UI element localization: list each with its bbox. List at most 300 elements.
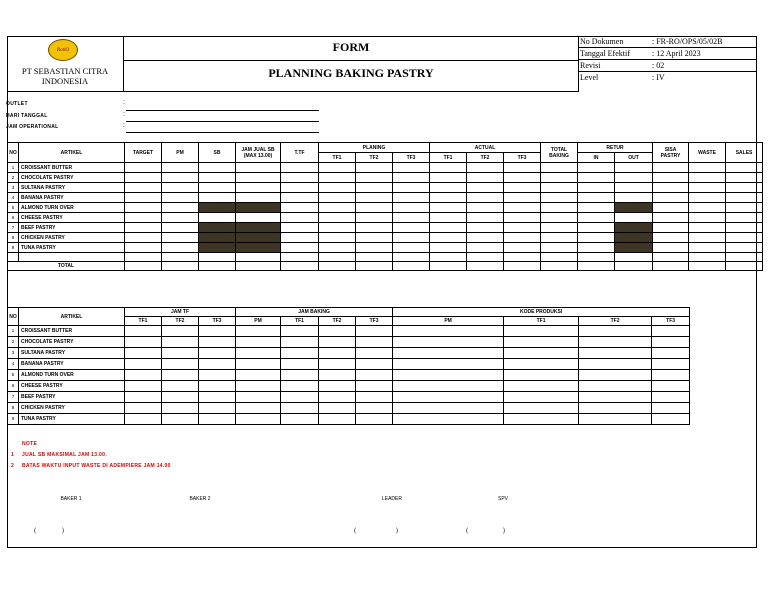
input-cell[interactable] <box>236 370 281 381</box>
input-cell[interactable] <box>319 337 356 348</box>
input-cell[interactable] <box>653 173 689 183</box>
input-cell[interactable] <box>615 173 653 183</box>
input-cell[interactable] <box>236 253 281 262</box>
doc-title: PLANNING BAKING PASTRY <box>268 66 434 80</box>
input-cell[interactable] <box>356 253 393 262</box>
input-cell[interactable] <box>356 337 393 348</box>
input-cell[interactable] <box>236 414 281 425</box>
input-cell[interactable] <box>393 253 430 262</box>
input-cell[interactable] <box>319 203 356 213</box>
input-cell[interactable] <box>652 337 690 348</box>
input-cell[interactable] <box>199 359 236 370</box>
input-cell[interactable] <box>393 173 430 183</box>
input-cell[interactable] <box>162 233 199 243</box>
input-cell[interactable] <box>236 381 281 392</box>
input-cell[interactable] <box>467 203 504 213</box>
input-cell[interactable] <box>653 213 689 223</box>
input-cell[interactable] <box>393 243 430 253</box>
input-cell[interactable] <box>236 163 281 173</box>
input-cell[interactable] <box>162 243 199 253</box>
input-cell[interactable] <box>356 173 393 183</box>
input-cell[interactable] <box>541 253 578 262</box>
input-cell[interactable] <box>578 213 615 223</box>
input-cell[interactable] <box>199 173 236 183</box>
input-cell[interactable] <box>579 414 652 425</box>
input-cell[interactable] <box>199 392 236 403</box>
input-cell[interactable] <box>319 253 356 262</box>
input-cell[interactable] <box>504 326 579 337</box>
input-cell[interactable] <box>319 233 356 243</box>
input-cell[interactable] <box>199 253 236 262</box>
input-cell[interactable] <box>430 253 467 262</box>
input-cell[interactable] <box>726 183 763 193</box>
input-cell[interactable] <box>356 381 393 392</box>
input-cell[interactable] <box>162 381 199 392</box>
input-cell[interactable] <box>504 173 541 183</box>
row-artikel: SULTANA PASTRY <box>19 348 125 359</box>
input-cell[interactable] <box>541 163 578 173</box>
input-cell[interactable] <box>319 414 356 425</box>
input-cell[interactable] <box>199 348 236 359</box>
input-cell[interactable] <box>689 163 726 173</box>
input-cell[interactable] <box>319 193 356 203</box>
input-cell[interactable] <box>281 348 319 359</box>
input-cell[interactable] <box>199 233 236 243</box>
input-cell[interactable] <box>125 213 162 223</box>
input-cell[interactable] <box>653 193 689 203</box>
input-cell[interactable] <box>162 359 199 370</box>
input-cell[interactable] <box>125 359 162 370</box>
input-cell[interactable] <box>653 163 689 173</box>
input-cell[interactable] <box>467 183 504 193</box>
input-cell[interactable] <box>319 173 356 183</box>
input-cell[interactable] <box>125 233 162 243</box>
input-cell[interactable] <box>578 233 615 243</box>
input-cell[interactable] <box>467 243 504 253</box>
pastry-label: PASTRY <box>660 152 681 159</box>
input-cell[interactable] <box>652 348 690 359</box>
input-cell[interactable] <box>504 213 541 223</box>
jam-operational-field[interactable] <box>126 132 319 133</box>
input-cell[interactable] <box>541 243 578 253</box>
input-cell[interactable] <box>504 262 541 271</box>
input-cell[interactable] <box>125 262 162 271</box>
input-cell[interactable] <box>504 337 579 348</box>
input-cell[interactable] <box>393 348 504 359</box>
input-cell[interactable] <box>319 223 356 233</box>
input-cell[interactable] <box>162 193 199 203</box>
input-cell[interactable] <box>467 173 504 183</box>
input-cell[interactable] <box>541 203 578 213</box>
input-cell[interactable] <box>236 173 281 183</box>
input-cell[interactable] <box>125 163 162 173</box>
input-cell[interactable] <box>726 233 763 243</box>
input-cell[interactable] <box>393 213 430 223</box>
input-cell[interactable] <box>356 163 393 173</box>
input-cell[interactable] <box>652 414 690 425</box>
input-cell[interactable] <box>430 193 467 203</box>
col-jam-jual-sb <box>236 143 281 163</box>
input-cell[interactable] <box>281 262 319 271</box>
input-cell[interactable] <box>199 163 236 173</box>
input-cell[interactable] <box>504 414 579 425</box>
input-cell[interactable] <box>125 253 162 262</box>
input-cell[interactable] <box>504 370 579 381</box>
input-cell[interactable] <box>199 381 236 392</box>
input-cell[interactable] <box>281 243 319 253</box>
input-cell[interactable] <box>281 203 319 213</box>
input-cell[interactable] <box>281 193 319 203</box>
input-cell[interactable] <box>653 233 689 243</box>
input-cell[interactable] <box>199 213 236 223</box>
input-cell[interactable] <box>504 233 541 243</box>
input-cell[interactable] <box>541 223 578 233</box>
input-cell[interactable] <box>356 370 393 381</box>
input-cell[interactable] <box>726 223 763 233</box>
input-cell[interactable] <box>125 337 162 348</box>
input-cell[interactable] <box>393 337 504 348</box>
input-cell[interactable] <box>319 326 356 337</box>
input-cell[interactable] <box>162 183 199 193</box>
input-cell[interactable] <box>578 173 615 183</box>
input-cell[interactable] <box>689 253 726 262</box>
input-cell[interactable] <box>162 337 199 348</box>
input-cell[interactable] <box>689 223 726 233</box>
outlet-field[interactable] <box>126 110 319 111</box>
input-cell[interactable] <box>236 403 281 414</box>
input-cell[interactable] <box>689 203 726 213</box>
input-cell[interactable] <box>393 359 504 370</box>
input-cell[interactable] <box>125 193 162 203</box>
input-cell[interactable] <box>541 173 578 183</box>
input-cell[interactable] <box>467 233 504 243</box>
input-cell[interactable] <box>319 348 356 359</box>
input-cell[interactable] <box>393 403 504 414</box>
input-cell[interactable] <box>125 183 162 193</box>
input-cell[interactable] <box>236 243 281 253</box>
input-cell[interactable] <box>467 163 504 173</box>
input-cell[interactable] <box>281 163 319 173</box>
input-cell[interactable] <box>467 253 504 262</box>
input-cell[interactable] <box>467 223 504 233</box>
input-cell[interactable] <box>615 213 653 223</box>
input-cell[interactable] <box>125 243 162 253</box>
input-cell[interactable] <box>356 213 393 223</box>
input-cell[interactable] <box>125 203 162 213</box>
input-cell[interactable] <box>393 370 504 381</box>
input-cell[interactable] <box>236 262 281 271</box>
input-cell[interactable] <box>281 359 319 370</box>
input-cell[interactable] <box>125 326 162 337</box>
input-cell[interactable] <box>726 253 763 262</box>
input-cell[interactable] <box>504 381 579 392</box>
input-cell[interactable] <box>8 253 19 262</box>
input-cell[interactable] <box>652 392 690 403</box>
input-cell[interactable] <box>615 243 653 253</box>
input-cell[interactable] <box>689 233 726 243</box>
input-cell[interactable] <box>615 253 653 262</box>
input-cell[interactable] <box>125 392 162 403</box>
input-cell[interactable] <box>125 348 162 359</box>
input-cell[interactable] <box>393 193 430 203</box>
input-cell[interactable] <box>162 403 199 414</box>
input-cell[interactable] <box>689 183 726 193</box>
input-cell[interactable] <box>430 262 467 271</box>
input-cell[interactable] <box>236 203 281 213</box>
input-cell[interactable] <box>356 392 393 403</box>
input-cell[interactable] <box>319 359 356 370</box>
input-cell[interactable] <box>430 163 467 173</box>
input-cell[interactable] <box>726 193 763 203</box>
input-cell[interactable] <box>504 253 541 262</box>
input-cell[interactable] <box>281 173 319 183</box>
input-cell[interactable] <box>504 223 541 233</box>
input-cell[interactable] <box>689 193 726 203</box>
col-jamtf-tf3: TF3 <box>199 317 236 326</box>
input-cell[interactable] <box>541 183 578 193</box>
input-cell[interactable] <box>199 243 236 253</box>
input-cell[interactable] <box>236 326 281 337</box>
input-cell[interactable] <box>162 262 199 271</box>
input-cell[interactable] <box>199 183 236 193</box>
input-cell[interactable] <box>504 403 579 414</box>
input-cell[interactable] <box>125 173 162 183</box>
input-cell[interactable] <box>504 163 541 173</box>
input-cell[interactable] <box>319 392 356 403</box>
input-cell[interactable] <box>162 163 199 173</box>
input-cell[interactable] <box>615 203 653 213</box>
input-cell[interactable] <box>281 370 319 381</box>
col-jam-tf: JAM TF <box>125 308 236 317</box>
input-cell[interactable] <box>199 223 236 233</box>
input-cell[interactable] <box>393 203 430 213</box>
date-field[interactable] <box>126 121 319 122</box>
input-cell[interactable] <box>19 253 125 262</box>
input-cell[interactable] <box>579 403 652 414</box>
input-cell[interactable] <box>653 183 689 193</box>
input-cell[interactable] <box>125 223 162 233</box>
input-cell[interactable] <box>467 213 504 223</box>
input-cell[interactable] <box>578 183 615 193</box>
input-cell[interactable] <box>393 381 504 392</box>
input-cell[interactable] <box>162 392 199 403</box>
input-cell[interactable] <box>579 326 652 337</box>
input-cell[interactable] <box>430 243 467 253</box>
input-cell[interactable] <box>125 370 162 381</box>
input-cell[interactable] <box>578 262 615 271</box>
input-cell[interactable] <box>467 262 504 271</box>
input-cell[interactable] <box>579 359 652 370</box>
input-cell[interactable] <box>578 253 615 262</box>
input-cell[interactable] <box>393 233 430 243</box>
input-cell[interactable] <box>653 243 689 253</box>
input-cell[interactable] <box>652 359 690 370</box>
input-cell[interactable] <box>393 326 504 337</box>
input-cell[interactable] <box>578 203 615 213</box>
input-cell[interactable] <box>356 203 393 213</box>
input-cell[interactable] <box>281 233 319 243</box>
input-cell[interactable] <box>356 183 393 193</box>
input-cell[interactable] <box>236 348 281 359</box>
input-cell[interactable] <box>615 223 653 233</box>
input-cell[interactable] <box>281 414 319 425</box>
input-cell[interactable] <box>689 173 726 183</box>
input-cell[interactable] <box>319 381 356 392</box>
input-cell[interactable] <box>319 243 356 253</box>
input-cell[interactable] <box>125 403 162 414</box>
input-cell[interactable] <box>579 381 652 392</box>
input-cell[interactable] <box>356 403 393 414</box>
input-cell[interactable] <box>281 337 319 348</box>
input-cell[interactable] <box>726 163 763 173</box>
input-cell[interactable] <box>356 193 393 203</box>
input-cell[interactable] <box>393 262 430 271</box>
input-cell[interactable] <box>689 262 726 271</box>
input-cell[interactable] <box>689 243 726 253</box>
input-cell[interactable] <box>281 403 319 414</box>
input-cell[interactable] <box>579 392 652 403</box>
input-cell[interactable] <box>236 359 281 370</box>
input-cell[interactable] <box>726 203 763 213</box>
input-cell[interactable] <box>281 381 319 392</box>
input-cell[interactable] <box>236 392 281 403</box>
input-cell[interactable] <box>504 193 541 203</box>
input-cell[interactable] <box>356 243 393 253</box>
input-cell[interactable] <box>356 223 393 233</box>
input-cell[interactable] <box>579 348 652 359</box>
input-cell[interactable] <box>615 233 653 243</box>
input-cell[interactable] <box>579 370 652 381</box>
input-cell[interactable] <box>199 193 236 203</box>
input-cell[interactable] <box>652 403 690 414</box>
sisa-label: SISA <box>664 146 677 153</box>
input-cell[interactable] <box>653 223 689 233</box>
input-cell[interactable] <box>541 233 578 243</box>
input-cell[interactable] <box>319 370 356 381</box>
input-cell[interactable] <box>319 183 356 193</box>
input-cell[interactable] <box>356 262 393 271</box>
input-cell[interactable] <box>430 223 467 233</box>
input-cell[interactable] <box>393 414 504 425</box>
input-cell[interactable] <box>393 163 430 173</box>
input-cell[interactable] <box>652 370 690 381</box>
input-cell[interactable] <box>578 243 615 253</box>
table-row <box>8 381 690 392</box>
input-cell[interactable] <box>236 183 281 193</box>
input-cell[interactable] <box>541 262 578 271</box>
input-cell[interactable] <box>162 253 199 262</box>
input-cell[interactable] <box>356 414 393 425</box>
input-cell[interactable] <box>652 326 690 337</box>
input-cell[interactable] <box>281 223 319 233</box>
input-cell[interactable] <box>199 203 236 213</box>
input-cell[interactable] <box>236 337 281 348</box>
input-cell[interactable] <box>467 193 504 203</box>
input-cell[interactable] <box>356 348 393 359</box>
input-cell[interactable] <box>430 203 467 213</box>
input-cell[interactable] <box>281 326 319 337</box>
input-cell[interactable] <box>319 403 356 414</box>
input-cell[interactable] <box>430 173 467 183</box>
input-cell[interactable] <box>199 414 236 425</box>
input-cell[interactable] <box>504 243 541 253</box>
input-cell[interactable] <box>162 348 199 359</box>
input-cell[interactable] <box>504 183 541 193</box>
input-cell[interactable] <box>356 326 393 337</box>
input-cell[interactable] <box>726 213 763 223</box>
input-cell[interactable] <box>578 193 615 203</box>
input-cell[interactable] <box>430 213 467 223</box>
input-cell[interactable] <box>579 337 652 348</box>
input-cell[interactable] <box>281 213 319 223</box>
input-cell[interactable] <box>653 253 689 262</box>
input-cell[interactable] <box>578 163 615 173</box>
input-cell[interactable] <box>726 243 763 253</box>
input-cell[interactable] <box>281 253 319 262</box>
input-cell[interactable] <box>615 262 653 271</box>
input-cell[interactable] <box>162 213 199 223</box>
input-cell[interactable] <box>689 213 726 223</box>
input-cell[interactable] <box>393 183 430 193</box>
input-cell[interactable] <box>319 213 356 223</box>
input-cell[interactable] <box>281 392 319 403</box>
input-cell[interactable] <box>199 337 236 348</box>
input-cell[interactable] <box>162 203 199 213</box>
row-artikel: TUNA PASTRY <box>19 243 125 253</box>
input-cell[interactable] <box>653 262 689 271</box>
input-cell[interactable] <box>162 370 199 381</box>
input-cell[interactable] <box>281 183 319 193</box>
input-cell[interactable] <box>162 414 199 425</box>
input-cell[interactable] <box>356 359 393 370</box>
input-cell[interactable] <box>615 183 653 193</box>
input-cell[interactable] <box>393 223 430 233</box>
input-cell[interactable] <box>393 392 504 403</box>
input-cell[interactable] <box>504 348 579 359</box>
input-cell[interactable] <box>615 163 653 173</box>
input-cell[interactable] <box>125 414 162 425</box>
input-cell[interactable] <box>199 262 236 271</box>
input-cell[interactable] <box>162 223 199 233</box>
input-cell[interactable] <box>615 193 653 203</box>
input-cell[interactable] <box>430 233 467 243</box>
input-cell[interactable] <box>652 381 690 392</box>
input-cell[interactable] <box>236 223 281 233</box>
input-cell[interactable] <box>125 381 162 392</box>
input-cell[interactable] <box>162 173 199 183</box>
input-cell[interactable] <box>356 233 393 243</box>
input-cell[interactable] <box>199 326 236 337</box>
input-cell[interactable] <box>319 163 356 173</box>
input-cell[interactable] <box>199 403 236 414</box>
input-cell[interactable] <box>541 193 578 203</box>
input-cell[interactable] <box>726 173 763 183</box>
input-cell[interactable] <box>236 233 281 243</box>
input-cell[interactable] <box>726 262 763 271</box>
input-cell[interactable] <box>653 203 689 213</box>
input-cell[interactable] <box>578 223 615 233</box>
input-cell[interactable] <box>430 183 467 193</box>
input-cell[interactable] <box>319 262 356 271</box>
input-cell[interactable] <box>504 203 541 213</box>
input-cell[interactable] <box>162 326 199 337</box>
input-cell[interactable] <box>541 213 578 223</box>
input-cell[interactable] <box>504 392 579 403</box>
input-cell[interactable] <box>199 370 236 381</box>
input-cell[interactable] <box>236 193 281 203</box>
input-cell[interactable] <box>236 213 281 223</box>
input-cell[interactable] <box>504 359 579 370</box>
